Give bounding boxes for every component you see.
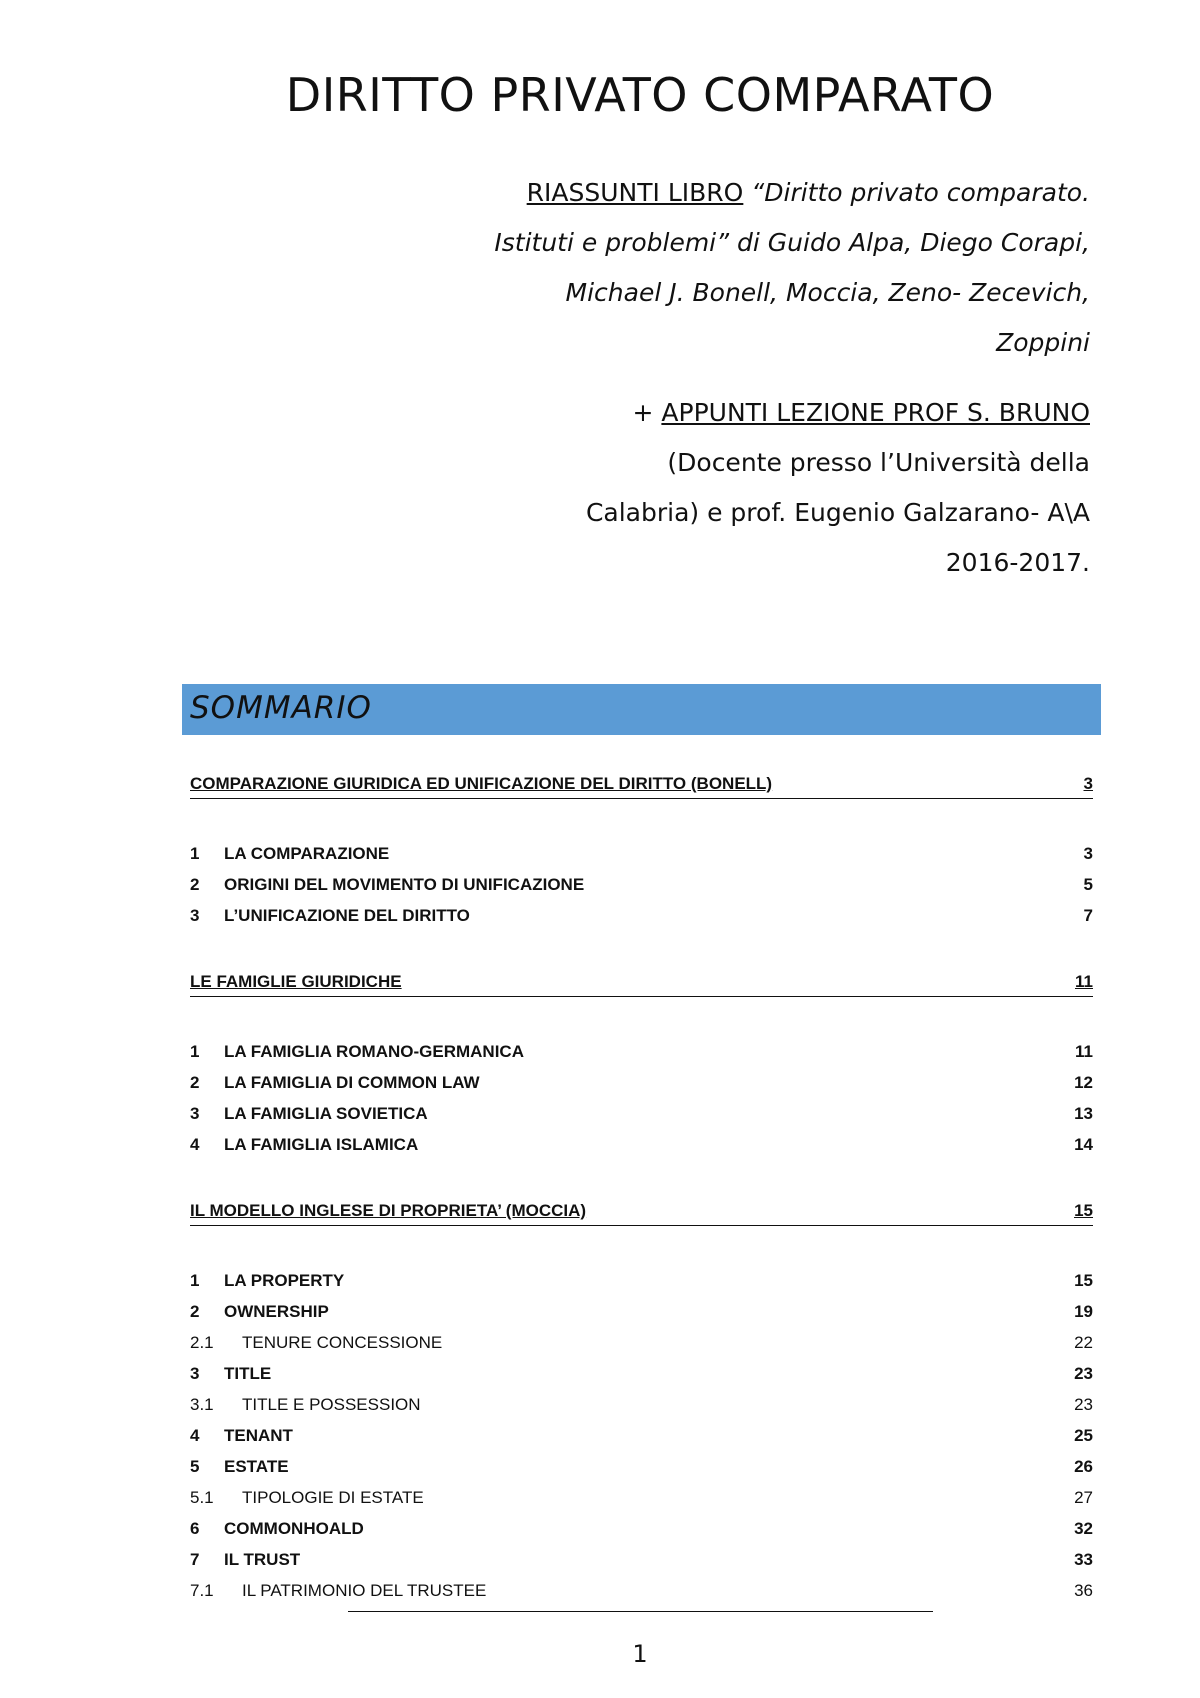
toc-entry-number: 1 (190, 1270, 200, 1290)
toc-chapter-entry[interactable] (190, 1197, 1093, 1226)
toc-entry-label: TENURE CONCESSIONE (242, 1332, 443, 1352)
toc-entry-number: 2 (190, 874, 200, 894)
toc-page-number: 26 (1074, 1456, 1093, 1476)
toc-entry[interactable] (190, 1451, 1093, 1482)
toc-entry[interactable] (190, 1129, 1093, 1160)
toc-entry[interactable] (190, 1067, 1093, 1098)
intro-line-7: Calabria) e prof. Eugenio Galzarano- A\A (585, 498, 1090, 527)
toc-entry-number: 2 (190, 1072, 200, 1092)
toc-entry-label: COMMONHOALD (224, 1518, 364, 1538)
table-of-contents (190, 770, 1093, 1606)
toc-page-number: 27 (1074, 1487, 1093, 1507)
intro-notes-label: APPUNTI LEZIONE PROF S. BRUNO (661, 398, 1090, 427)
toc-subentry[interactable] (190, 1389, 1093, 1420)
toc-entry-label: IL TRUST (224, 1549, 301, 1569)
toc-page-number: 36 (1074, 1580, 1093, 1600)
toc-page-number: 15 (1074, 1201, 1093, 1220)
toc-entry-number: 3 (190, 1363, 200, 1383)
toc-entry-number: 3 (190, 1103, 200, 1123)
toc-page-number: 19 (1074, 1301, 1093, 1321)
intro-book-label: RIASSUNTI LIBRO (526, 178, 744, 207)
toc-entry-label: ORIGINI DEL MOVIMENTO DI UNIFICAZIONE (224, 874, 585, 894)
toc-page-number: 13 (1074, 1103, 1093, 1123)
toc-entry-number: 5.1 (190, 1487, 214, 1507)
intro-line-3: Michael J. Bonell, Moccia, Zeno- Zecevich, (565, 278, 1090, 307)
toc-entry-label: OWNERSHIP (224, 1301, 329, 1321)
toc-entry-label: TIPOLOGIE DI ESTATE (242, 1487, 424, 1507)
toc-page-number: 7 (1083, 905, 1093, 925)
intro-book-title: “Diritto privato comparato. (743, 178, 1090, 207)
toc-chapter-entry[interactable] (190, 968, 1093, 997)
toc-entry[interactable] (190, 1098, 1093, 1129)
footnote-separator (348, 1611, 933, 1612)
toc-entry[interactable] (190, 1296, 1093, 1327)
toc-page-number: 5 (1083, 874, 1093, 894)
toc-entry-label: LA FAMIGLIA ISLAMICA (224, 1134, 419, 1154)
intro-line-8: 2016-2017. (945, 548, 1090, 577)
intro-line-5 (300, 388, 1090, 438)
toc-chapter-entry[interactable] (190, 770, 1093, 799)
toc-entry-label: LA COMPARAZIONE (224, 843, 390, 863)
toc-subentry[interactable] (190, 1482, 1093, 1513)
toc-page-number: 22 (1074, 1332, 1093, 1352)
toc-entry-label: IL PATRIMONIO DEL TRUSTEE (242, 1580, 487, 1600)
toc-entry-label: ESTATE (224, 1456, 289, 1476)
toc-entry[interactable] (190, 1513, 1093, 1544)
toc-page-number: 23 (1074, 1363, 1093, 1383)
intro-line-4: Zoppini (996, 328, 1090, 357)
toc-entry-label: LA PROPERTY (224, 1270, 345, 1290)
toc-entry[interactable] (190, 1265, 1093, 1296)
toc-entry-number: 4 (190, 1134, 200, 1154)
toc-entry[interactable] (190, 1544, 1093, 1575)
toc-entry[interactable] (190, 1358, 1093, 1389)
page-number: 1 (632, 1640, 648, 1668)
toc-entry-label: LA FAMIGLIA ROMANO-GERMANICA (224, 1041, 524, 1061)
toc-entry-number: 7.1 (190, 1580, 214, 1600)
intro-line-1 (300, 168, 1090, 218)
toc-entry-number: 2 (190, 1301, 200, 1321)
toc-entry-number: 1 (190, 843, 200, 863)
toc-entry-number: 3 (190, 905, 200, 925)
toc-page-number: 32 (1074, 1518, 1093, 1538)
toc-page-number: 3 (1083, 774, 1093, 793)
toc-entry-label: L’UNIFICAZIONE DEL DIRITTO (224, 905, 470, 925)
toc-entry-number: 7 (190, 1549, 200, 1569)
document-title: DIRITTO PRIVATO COMPARATO (285, 68, 995, 122)
toc-entry-number: 3.1 (190, 1394, 214, 1414)
toc-entry[interactable] (190, 838, 1093, 869)
toc-page-number: 23 (1074, 1394, 1093, 1414)
toc-entry-number: 5 (190, 1456, 200, 1476)
toc-page-number: 15 (1074, 1270, 1093, 1290)
toc-entry-number: 2.1 (190, 1332, 214, 1352)
intro-line-2: Istituti e problemi” di Guido Alpa, Diego Corapi, (494, 228, 1090, 257)
intro-block (300, 168, 1090, 588)
toc-heading-bar (182, 684, 1101, 735)
toc-page-number: 25 (1074, 1425, 1093, 1445)
toc-entry-label: TITLE E POSSESSION (242, 1394, 421, 1414)
toc-page-number: 11 (1075, 1041, 1093, 1061)
toc-entry-number: 4 (190, 1425, 200, 1445)
toc-entry[interactable] (190, 1420, 1093, 1451)
toc-entry[interactable] (190, 869, 1093, 900)
toc-entry-label: LA FAMIGLIA SOVIETICA (224, 1103, 428, 1123)
toc-entry-number: 1 (190, 1041, 200, 1061)
toc-chapter-label: IL MODELLO INGLESE DI PROPRIETA’ (MOCCIA) (190, 1201, 587, 1220)
toc-page-number: 11 (1075, 972, 1093, 991)
toc-subentry[interactable] (190, 1327, 1093, 1358)
toc-page-number: 14 (1074, 1134, 1093, 1154)
toc-page-number: 12 (1074, 1072, 1093, 1092)
toc-heading: SOMMARIO (190, 690, 372, 726)
toc-chapter-label: COMPARAZIONE GIURIDICA ED UNIFICAZIONE DEL DIRITTO (BONELL) (190, 774, 773, 793)
toc-entry-number: 6 (190, 1518, 200, 1538)
toc-entry[interactable] (190, 1036, 1093, 1067)
toc-page-number: 3 (1083, 843, 1093, 863)
toc-entry-label: TENANT (224, 1425, 293, 1445)
plus-sign: + (632, 398, 662, 427)
toc-chapter-label: LE FAMIGLIE GIURIDICHE (190, 972, 402, 991)
toc-subentry[interactable] (190, 1575, 1093, 1606)
toc-entry[interactable] (190, 900, 1093, 931)
toc-page-number: 33 (1074, 1549, 1093, 1569)
toc-entry-label: TITLE (224, 1363, 272, 1383)
intro-line-6: (Docente presso l’Università della (667, 448, 1090, 477)
toc-entry-label: LA FAMIGLIA DI COMMON LAW (224, 1072, 480, 1092)
